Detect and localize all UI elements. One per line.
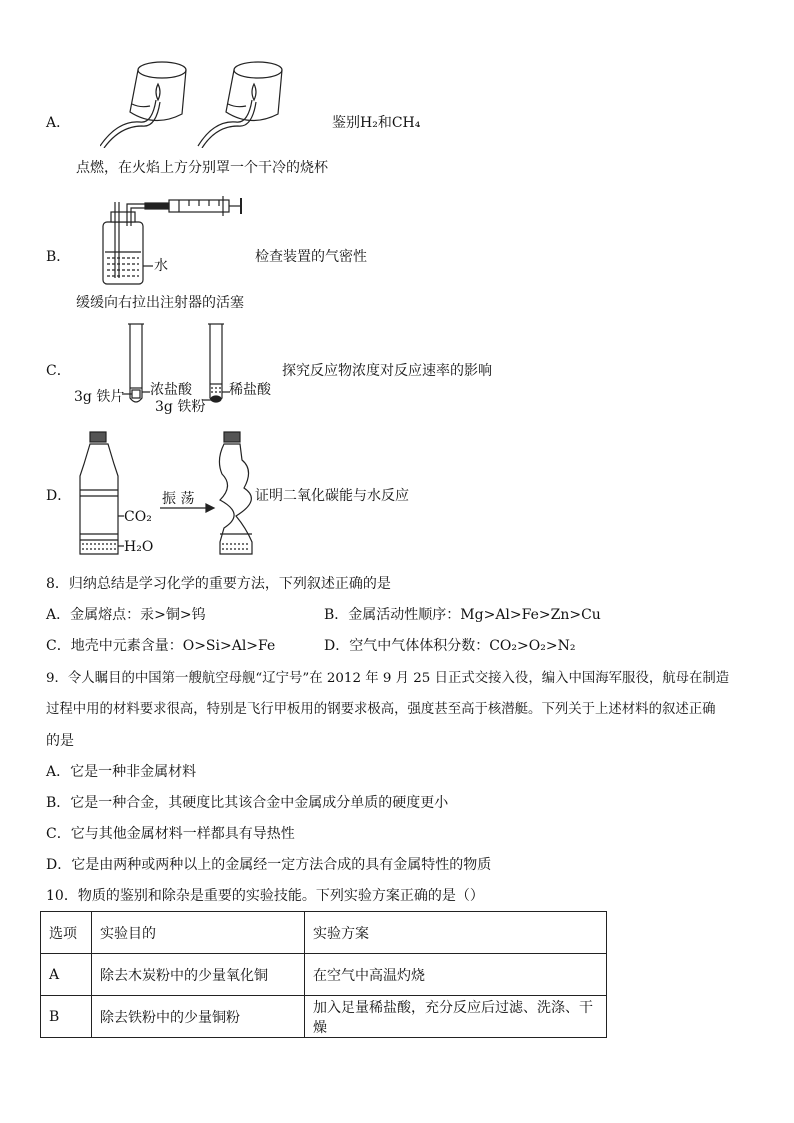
label-conc-hcl: 浓盐酸	[150, 382, 192, 398]
option-d-letter: D．	[46, 488, 72, 504]
label-water: 水	[154, 258, 168, 274]
q10-stem: 10．物质的鉴别和除杂是重要的实验技能。下列实验方案正确的是（）	[46, 888, 484, 904]
option-a-letter: A．	[46, 115, 71, 131]
q9-stem-line2: 过程中用的材料要求很高，特别是飞行甲板用的钢要求极高，强度甚至高于核潜艇。下列关于上述材料的叙述正确	[46, 702, 716, 717]
label-h2o: H₂O	[124, 539, 154, 555]
q8-option-b: B．金属活动性顺序：Mg>Al>Fe>Zn>Cu	[324, 607, 601, 623]
q8-option-c: C．地壳中元素含量：O>Si>Al>Fe	[46, 638, 276, 654]
option-c-letter: C．	[46, 363, 71, 379]
label-co2: CO₂	[124, 509, 152, 525]
table-row	[41, 996, 607, 1038]
label-iron-powder: 3g 铁粉	[155, 399, 206, 415]
row-a-plan: 在空气中高温灼烧	[305, 954, 607, 996]
row-b-option: B	[41, 996, 92, 1038]
q8-option-d: D．空气中气体体积分数：CO₂>O₂>N₂	[324, 638, 576, 654]
header-plan: 实验方案	[305, 912, 607, 954]
q9-option-a: A．它是一种非金属材料	[46, 764, 197, 780]
row-b-purpose: 除去铁粉中的少量铜粉	[92, 996, 305, 1038]
label-dil-hcl: 稀盐酸	[229, 382, 271, 398]
q9-stem-line3: 的是	[46, 733, 74, 749]
option-c-purpose: 探究反应物浓度对反应速率的影响	[282, 363, 492, 379]
option-b-letter: B．	[46, 249, 71, 265]
row-a-option: A	[41, 954, 92, 996]
option-b-purpose: 检查装置的气密性	[255, 249, 367, 265]
table-header-row	[41, 912, 607, 954]
q9-option-b: B．它是一种合金，其硬度比其该合金中金属成分单质的硬度更小	[46, 795, 449, 811]
option-a-caption: 点燃，在火焰上方分别罩一个干冷的烧杯	[76, 160, 328, 176]
beaker-over-flame-figure	[100, 48, 310, 148]
q9-stem-line1: 9．令人瞩目的中国第一艘航空母舰“辽宁号”在 2012 年 9 月 25 日正式交接入役，编入中国海军服役，航母在制造	[46, 671, 730, 686]
header-option: 选项	[41, 912, 92, 954]
option-a-purpose: 鉴别H₂和CH₄	[332, 115, 421, 131]
label-iron-piece: 3g 铁片	[74, 389, 125, 405]
option-d-purpose: 证明二氧化碳能与水反应	[255, 488, 409, 504]
row-a-purpose: 除去木炭粉中的少量氧化铜	[92, 954, 305, 996]
q8-stem: 8．归纳总结是学习化学的重要方法，下列叙述正确的是	[46, 576, 391, 592]
option-b-caption: 缓缓向右拉出注射器的活塞	[76, 295, 244, 311]
experiment-table	[40, 911, 607, 1038]
label-shake: 振 荡	[162, 491, 195, 507]
q8-option-a: A．金属熔点：汞>铜>钨	[46, 607, 206, 623]
q9-option-d: D．它是由两种或两种以上的金属经一定方法合成的具有金属特性的物质	[46, 857, 492, 873]
table-row	[41, 954, 607, 996]
q9-option-c: C．它与其他金属材料一样都具有导热性	[46, 826, 295, 842]
row-b-plan: 加入足量稀盐酸，充分反应后过滤、洗涤、干燥	[305, 996, 607, 1038]
airtightness-apparatus-figure	[95, 196, 255, 290]
header-purpose: 实验目的	[92, 912, 305, 954]
